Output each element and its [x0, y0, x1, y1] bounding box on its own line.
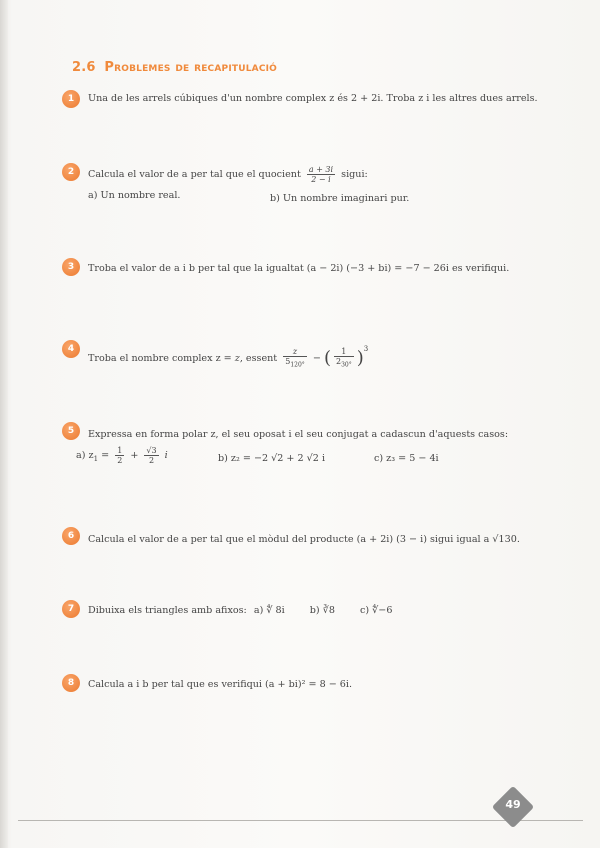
problem-statement: Troba el valor de a i b per tal que la igualtat (a − 2i) (−3 + bi) = −7 − 26i es verifiqui. [88, 263, 510, 274]
case-a-fraction-1 [115, 446, 124, 465]
quotient-fraction [307, 165, 335, 184]
fraction-2 [334, 347, 354, 370]
problem-number-badge: 3 [62, 258, 80, 276]
statement-text: Dibuixa els triangles amb afixos: [88, 605, 247, 616]
problem-statement [88, 342, 368, 370]
fraction-denominator: 2 − i [311, 175, 331, 184]
fraction-denominator [334, 357, 354, 370]
case-a-equals: = [98, 450, 113, 461]
part-a: a) ∜ 8i [253, 605, 285, 616]
problem-number-badge: 5 [62, 422, 80, 440]
fraction-denominator: 2 [148, 456, 155, 465]
page-number: 49 [505, 798, 521, 811]
section-title: Problemes de recapitulació [104, 60, 278, 75]
case-a-imag-unit: i [161, 450, 168, 461]
statement-text-mid: , essent [239, 353, 278, 364]
case-b: b) z₂ = −2 √2 + 2 √2 i [218, 453, 326, 464]
problem-statement [88, 604, 392, 618]
statement-text: Calcula el valor de a per tal que el quocient [88, 169, 301, 180]
fraction-numerator: z [283, 347, 307, 357]
case-c: c) z₃ = 5 − 4i [374, 453, 439, 464]
problem-number-badge: 4 [62, 340, 80, 358]
fraction-1 [283, 347, 307, 370]
section-number: 2.6 [72, 60, 96, 75]
denominator-value: 2 [335, 357, 342, 367]
problem-statement: Expressa en forma polar z, el seu oposat i el seu conjugat a cadascun d'aquests casos: [88, 429, 509, 440]
statement-text: Troba el nombre complex z = [88, 353, 235, 364]
problem-number-badge: 1 [62, 90, 80, 108]
close-paren: ) [356, 347, 364, 369]
fraction-denominator [283, 357, 307, 370]
problem-statement: Una de les arrels cúbiques d'un nombre complex z és 2 + 2i. Troba z i les altres dues arrels. [88, 93, 538, 104]
statement-text-end: sigui: [341, 169, 368, 180]
part-b: b) ∛8 [309, 605, 335, 616]
option-b: b) Un nombre imaginari pur. [270, 193, 410, 204]
fraction-numerator: 1 [334, 347, 354, 357]
page-edge [0, 0, 8, 848]
fraction-denominator: 2 [117, 456, 123, 465]
fraction-numerator: 1 [117, 446, 123, 455]
part-c: c) ∜−6 [360, 605, 393, 616]
problem-statement [88, 165, 368, 184]
z-symbol: z [234, 353, 240, 364]
footer-rule [18, 820, 583, 821]
minus-sign: − [312, 353, 321, 364]
problem-number-badge: 8 [62, 674, 80, 692]
denominator-angle: 30° [341, 361, 352, 369]
case-a-plus: + [127, 450, 142, 461]
problem-statement: Calcula a i b per tal que es verifiqui (a + bi)² = 8 − 6i. [88, 679, 353, 690]
fraction-numerator: √3 [146, 446, 157, 455]
problem-number-badge: 6 [62, 527, 80, 545]
problem-number-badge: 7 [62, 600, 80, 618]
case-a-fraction-2 [144, 446, 158, 465]
case-a-label: a) z [76, 450, 94, 461]
open-paren: ( [323, 347, 331, 369]
fraction-numerator: a + 3i [308, 165, 334, 174]
denominator-value: 5 [285, 357, 291, 367]
problem-number-badge: 2 [62, 163, 80, 181]
case-a [76, 446, 168, 466]
problem-statement: Calcula el valor de a per tal que el mòdul del producte (a + 2i) (3 − i) sigui igual a √130. [88, 534, 520, 545]
exponent: 3 [363, 345, 369, 353]
section-heading [72, 60, 277, 75]
option-a: a) Un nombre real. [88, 190, 181, 201]
denominator-angle: 120° [290, 361, 305, 369]
case-a-subscript: 1 [93, 454, 99, 463]
